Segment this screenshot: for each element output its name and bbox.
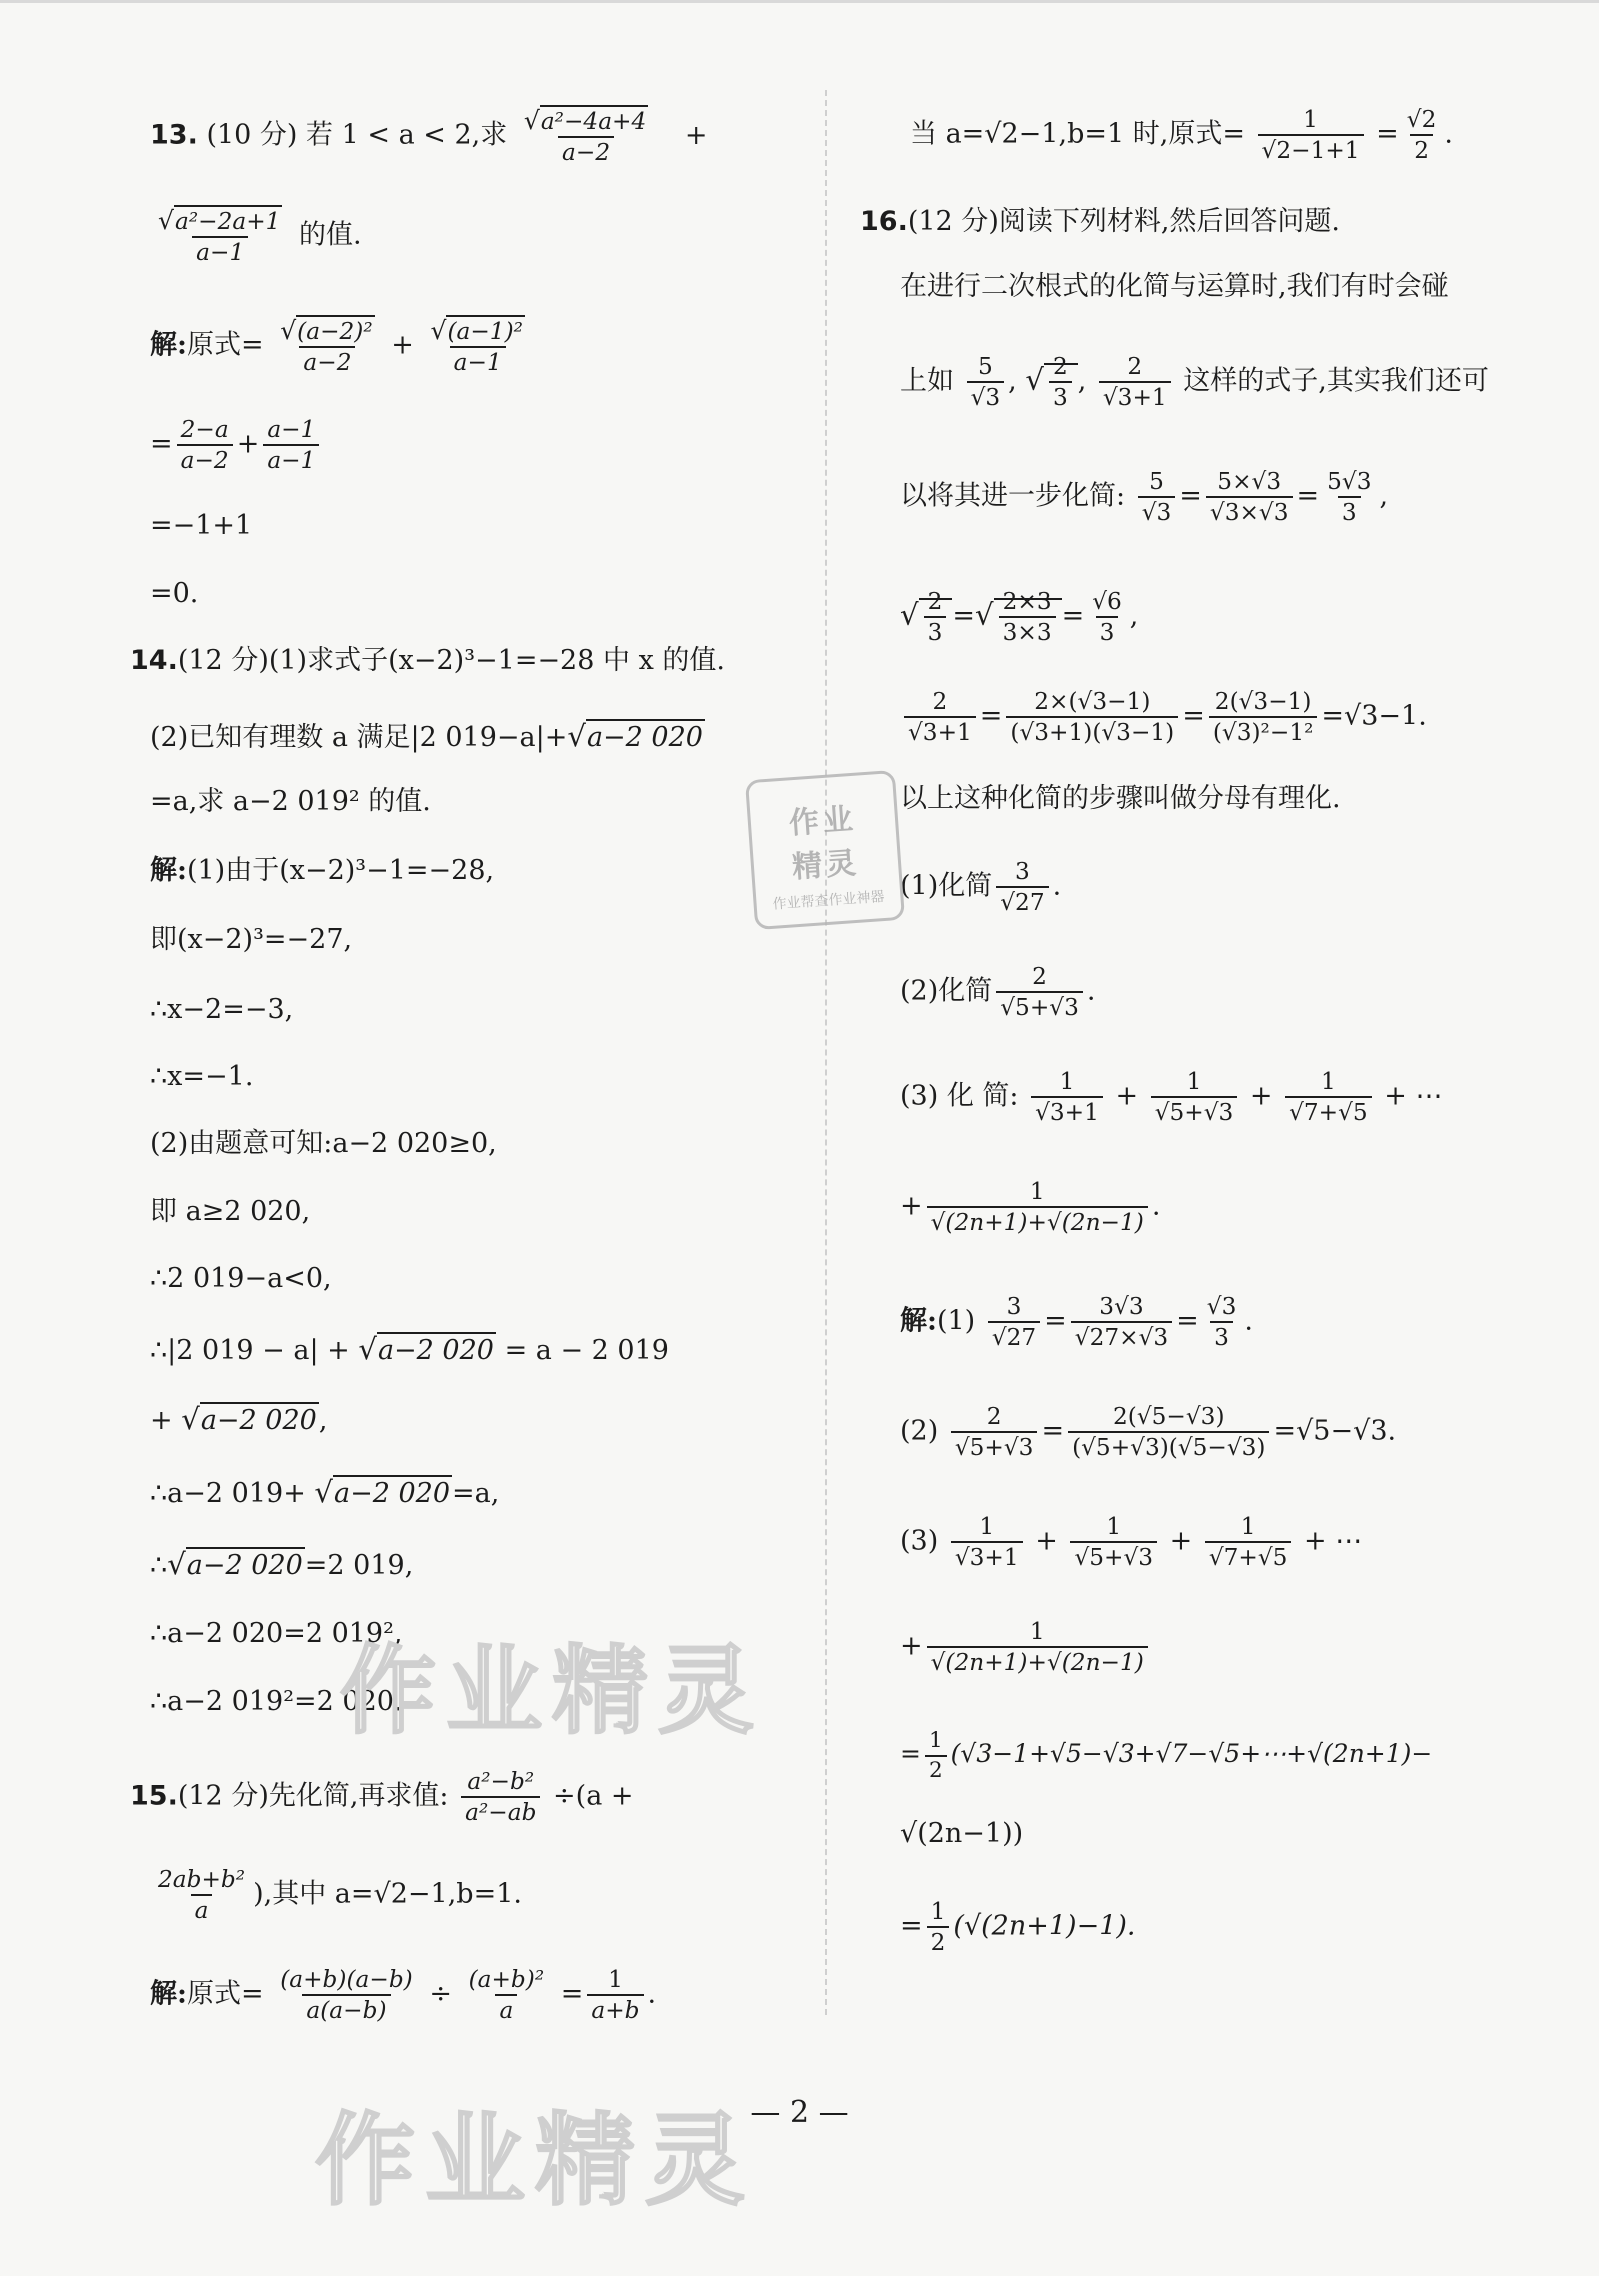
column-divider (825, 90, 827, 2015)
q16-solution-3-sum-cont: √(2n−1)) (900, 1818, 1024, 1849)
q13-score: (10 分) (206, 119, 298, 151)
q14-stem-1: 14.(12 分)(1)求式子(x−2)³−1=−28 中 x 的值. (130, 645, 725, 676)
q16-paragraph-3: 以将其进一步化简: $\frac{5}{√3}$ = $\frac{5\times√3}{√3\times√3}$ = $\frac{5√3}{3}$ , (900, 468, 1389, 527)
q14-solution-10: ∴a−2 019+ √a−2 020=a, (150, 1475, 500, 1509)
q15-stem-1: 15.(12 分)先化简,再求值: $\frac{\text{a²−b²}}{\text{a²−ab}}$ ÷(a + (130, 1768, 634, 1827)
q16-part-2: (2)化简 $\frac{2}{√5+√3}$ . (900, 963, 1096, 1022)
q16-paragraph-4: √ $\frac{2}{3}$ =√ $\frac{2\times 3}{3\times 3}$ = $\frac{√6}{3}$ , (900, 588, 1139, 647)
q14-stem-2: (2)已知有理数 a 满足|2 019−a|+√a−2 020 (150, 719, 703, 753)
q13-number: 13. (150, 119, 198, 151)
q13-stem: 13. (10 分) 若 1 < a < 2,求 $\frac{\text{√a²−4a+4}}{a-2}$ + (150, 106, 708, 167)
q13-solution-3: =−1+1 (150, 510, 253, 541)
q13-solution-1: 解:原式= $\frac{\text{√(a−2)²}}{a-2}$ + $\frac{\text{√(a−1)²}}{a-1}$ (150, 316, 523, 377)
q14-solution-4: ∴x=−1. (150, 1061, 254, 1092)
q13-stem-2: $\frac{\text{√a²−2a+1}}{a-1}$ 的值. (150, 208, 362, 264)
q16-part-3-cont: + $\frac{1}{√(2n+1)+√(2n-1)}$ . (900, 1178, 1161, 1237)
page-number: — 2 — (750, 2095, 849, 2130)
q13-solution-4: =0. (150, 578, 199, 609)
q14-solution-1: 解:(1)由于(x−2)³−1=−28, (150, 855, 495, 886)
q14-solution-3: ∴x−2=−3, (150, 994, 294, 1025)
q16-solution-1: 解:(1) $\frac{3}{√27}$ = $\frac{3√3}{√27\times√3}$ = $\frac{√3}{3}$ . (900, 1293, 1253, 1352)
stamp-logo: 作业 精灵 作业帮查作业神器 (745, 770, 905, 930)
q16-paragraph-6: 以上这种化简的步骤叫做分母有理化. (900, 783, 1341, 814)
watermark-2: 作业精灵 (315, 2102, 755, 2219)
q16-part-1: (1)化简 $\frac{3}{√27}$ . (900, 858, 1062, 917)
q13-fraction-1: $\frac{\text{√a²−4a+4}}{a-2}$ (523, 106, 647, 167)
q13-fraction-2: $\frac{\text{√a²−2a+1}}{a-1}$ (158, 206, 281, 267)
q16-solution-3-sum: = $\frac{1}{2}$ (√3−1+√5−√3+√7−√5+⋯+√(2n+1)− (900, 1728, 1433, 1783)
q16-solution-3-final: = $\frac{1}{2}$ (√(2n+1)−1). (900, 1898, 1136, 1957)
q14-solution-13: ∴a−2 019²=2 020. (150, 1686, 403, 1717)
q16-paragraph-2: 上如 $\frac{5}{√3}$ , √ $\frac{2}{3}$ , $\frac{2}{√3+1}$ 这样的式子,其实我们还可 (900, 353, 1489, 412)
q14-solution-8: ∴|2 019 − a| + √a−2 020 = a − 2 019 (150, 1332, 669, 1366)
q15-solution: 解:原式= $\frac{(a+b)(a-b)}{a(a-b)}$ ÷ $\frac{\text{(a+b)²}}{a}$ = $\frac{1}{a+b}$ . (150, 1966, 657, 2025)
q15-number: 15. (130, 1780, 178, 1812)
q16-number: 16. (860, 206, 908, 237)
q14-stem-3: =a,求 a−2 019² 的值. (150, 786, 431, 817)
q14-solution-12: ∴a−2 020=2 019², (150, 1618, 403, 1649)
q16-solution-2: (2) $\frac{2}{√5+√3}$ = $\frac{2(√5-√3)}{(√5+√3)(√5-√3)}$ =√5−√3. (900, 1403, 1397, 1462)
q14-solution-11: ∴√a−2 020=2 019, (150, 1547, 414, 1581)
q15-stem-2: $\frac{\text{2ab+b²}}{a}$ ),其中 a=√2−1,b=1. (158, 1866, 522, 1925)
q16-part-3: (3) 化 简: $\frac{1}{√3+1}$ + $\frac{1}{√5+√3}$ + $\frac{1}{√7+√5}$ + ⋯ (900, 1068, 1443, 1127)
q13-solution-2: = $\frac{2-a}{a-2}$ + $\frac{a-1}{a-1}$ (150, 418, 323, 472)
q16-stem: 16.(12 分)阅读下列材料,然后回答问题. (860, 206, 1341, 237)
q15-conclusion: 当 a=√2−1,b=1 时,原式= $\frac{1}{√2-1+1}$ = $\frac{√2}{2}$ . (910, 106, 1453, 165)
q16-paragraph-1: 在进行二次根式的化简与运算时,我们有时会碰 (900, 271, 1449, 302)
q14-solution-2: 即(x−2)³=−27, (150, 924, 353, 955)
q14-solution-9: + √a−2 020, (150, 1402, 328, 1436)
q16-paragraph-5: $\frac{2}{√3+1}$ = $\frac{2\times(√3-1)}{(√3+1)(√3-1)}$ = $\frac{2(√3-1)}{\text{(√3)²−1²}}$ =√3−1. (900, 690, 1427, 744)
q14-number: 14. (130, 645, 178, 676)
top-border (0, 0, 1599, 3)
q16-solution-3: (3) $\frac{1}{√3+1}$ + $\frac{1}{√5+√3}$ + $\frac{1}{√7+√5}$ + ⋯ (900, 1513, 1363, 1572)
q14-solution-5: (2)由题意可知:a−2 020≥0, (150, 1128, 497, 1159)
q16-solution-3-cont: + $\frac{1}{√(2n+1)+√(2n-1)}$ (900, 1620, 1152, 1674)
watermark-1: 作业精灵 (340, 1635, 764, 1747)
q14-solution-6: 即 a≥2 020, (150, 1196, 311, 1227)
q14-solution-7: ∴2 019−a<0, (150, 1263, 332, 1294)
